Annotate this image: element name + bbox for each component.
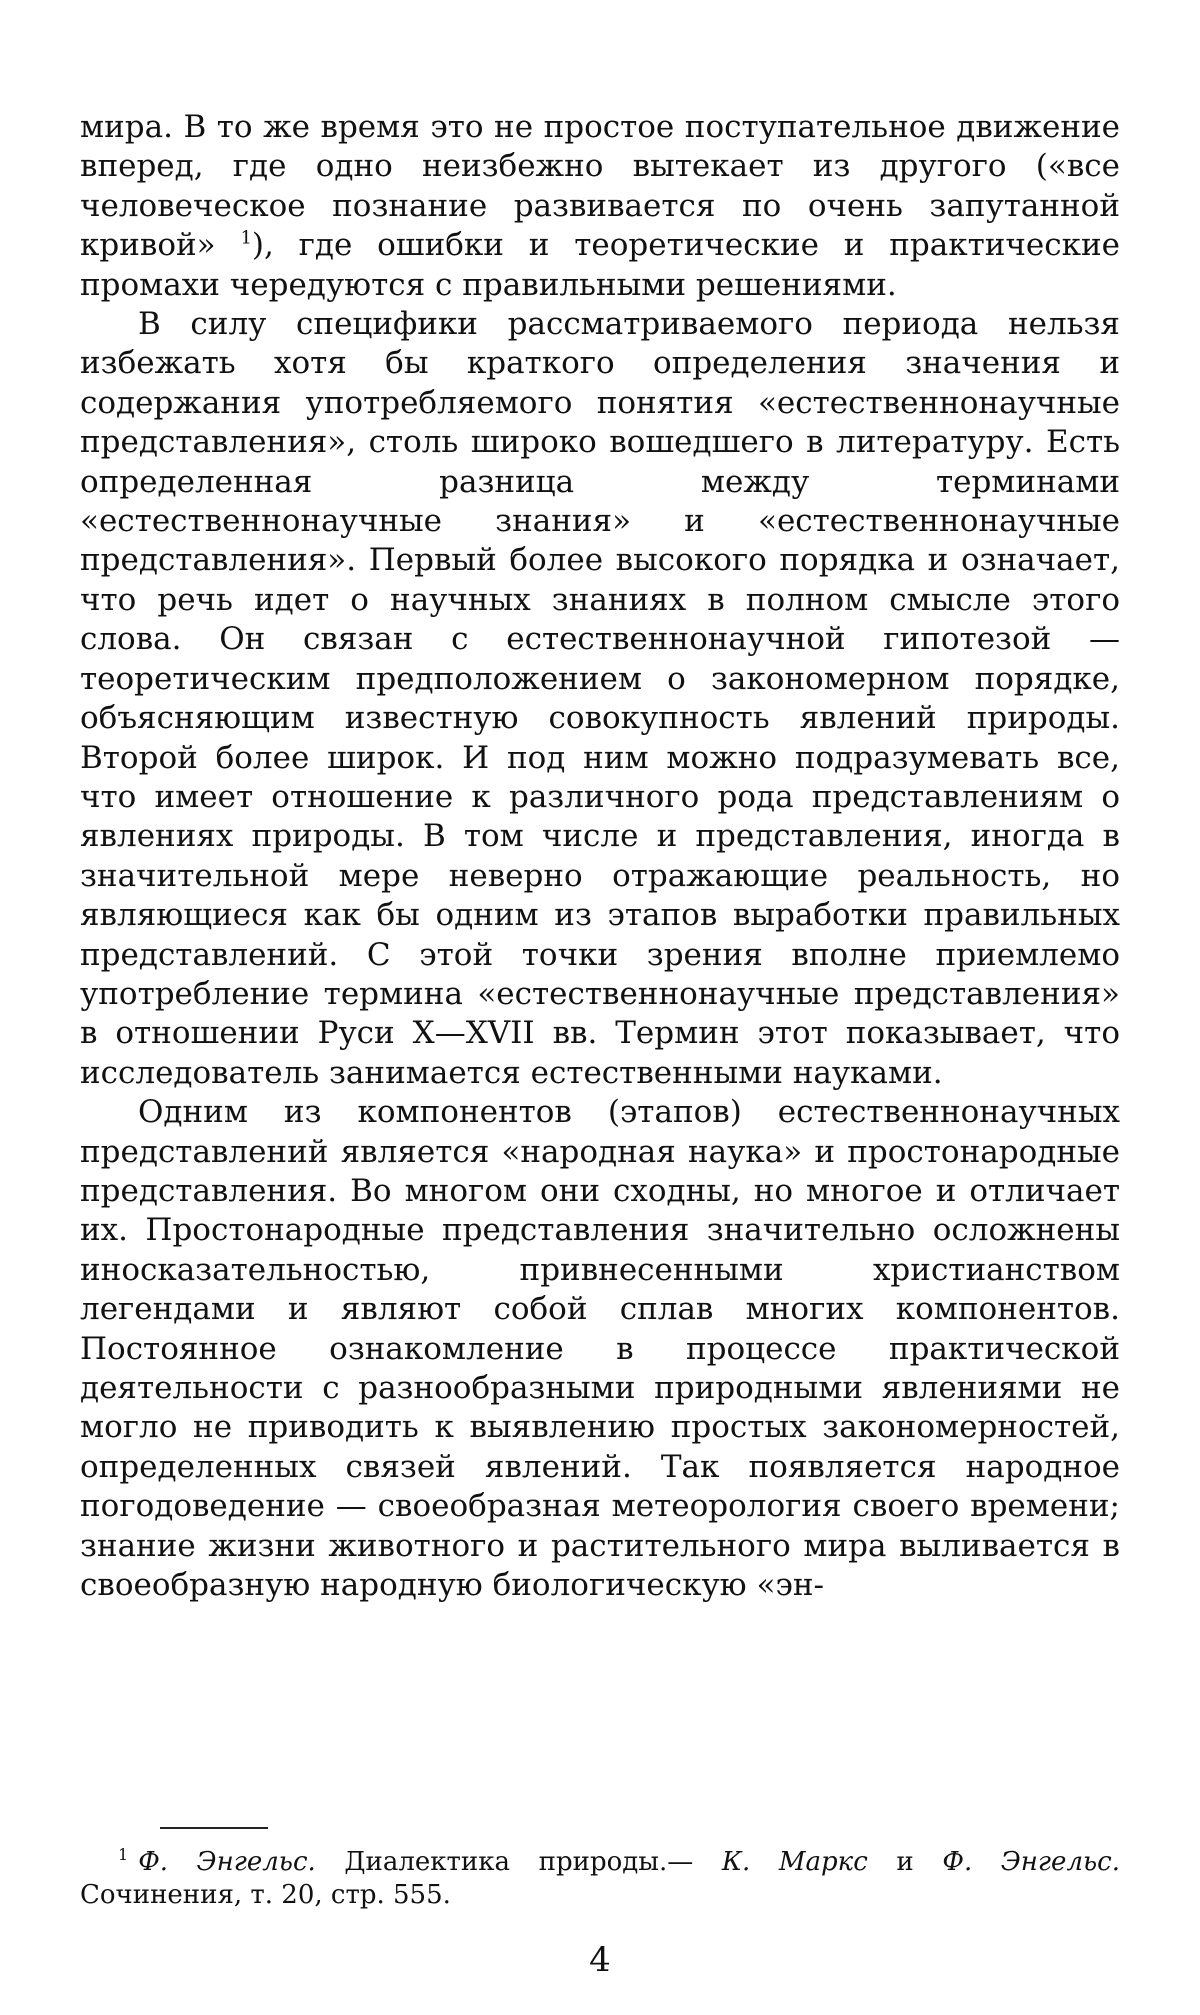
footnote-and: и bbox=[867, 1847, 943, 1877]
footnote-reference: 1 bbox=[240, 227, 252, 249]
paragraph-2: В силу специфики рассматриваемого периода нельзя избежать хотя бы краткого определения значения и содержания употребляемого понятия «естественнонаучные представления», столь широко вошедшего в литературу. Есть определенная разница между терминами «естественнонаучные знания» и «естественнонаучные представления». Первый более высокого порядка и означает, что речь идет о научных знаниях в полном смысле этого слова. Он связан с естественнонаучной гипотезой — теоретическим предположением о закономерном порядке, объясняющим известную совокупность явлений природы. Второй более широк. И под ним можно подразумевать все, что имеет отношение к различного рода представлениям о явлениях природы. В том числе и представления, иногда в значительной мере неверно отражающие реальность, но являющиеся как бы одним из этапов выработки правильных представлений. С этой точки зрения вполне приемлемо употребление термина «естественнонаучные представления» в отношении Руси X—XVII вв. Термин этот показывает, что исследователь занимается естественными науками. bbox=[80, 306, 1120, 1091]
paragraph-1-text-start: мира. В то же время это не простое поступательное движение вперед, где одно неизбежно вытекает из другого («все человеческое познание развивается по очень запутанной кривой» bbox=[80, 109, 1120, 264]
paragraph-1-text-end: ), где ошибки и теоретические и практические промахи чередуются с правильными решениями. bbox=[80, 227, 1121, 303]
paragraph-1 bbox=[80, 108, 1120, 305]
footnote-author-3: Ф. Энгельс. bbox=[942, 1847, 1120, 1877]
footnote-author-1: Ф. Энгельс. bbox=[138, 1847, 316, 1877]
footnote bbox=[80, 1846, 1120, 1912]
footnote-source: Сочинения, т. 20, стр. 555. bbox=[80, 1880, 451, 1910]
main-text bbox=[80, 108, 1120, 1605]
footnote-mark: 1 bbox=[118, 1845, 129, 1865]
footnote-author-2: К. Маркс bbox=[721, 1847, 868, 1877]
footnote-divider bbox=[160, 1827, 268, 1829]
page-number: 4 bbox=[589, 1940, 611, 1980]
footnote-title: Диалектика природы.— bbox=[315, 1847, 722, 1877]
paragraph-3: Одним из компонентов (этапов) естественнонаучных представлений является «народная наука» и простонародные представления. Во многом они сходны, но многое и отличает их. Простонародные представления значительно осложнены иносказательностью, привнесенными христианством легендами и являют собой сплав многих компонентов. Постоянное ознакомление в процессе практической деятельности с разнообразными природными явлениями не могло не приводить к выявлению простых закономерностей, определенных связей явлений. Так появляется народное погодоведение — своеобразная метеорология своего времени; знание жизни животного и растительного мира выливается в своеобразную народную биологическую «эн- bbox=[80, 1094, 1120, 1604]
